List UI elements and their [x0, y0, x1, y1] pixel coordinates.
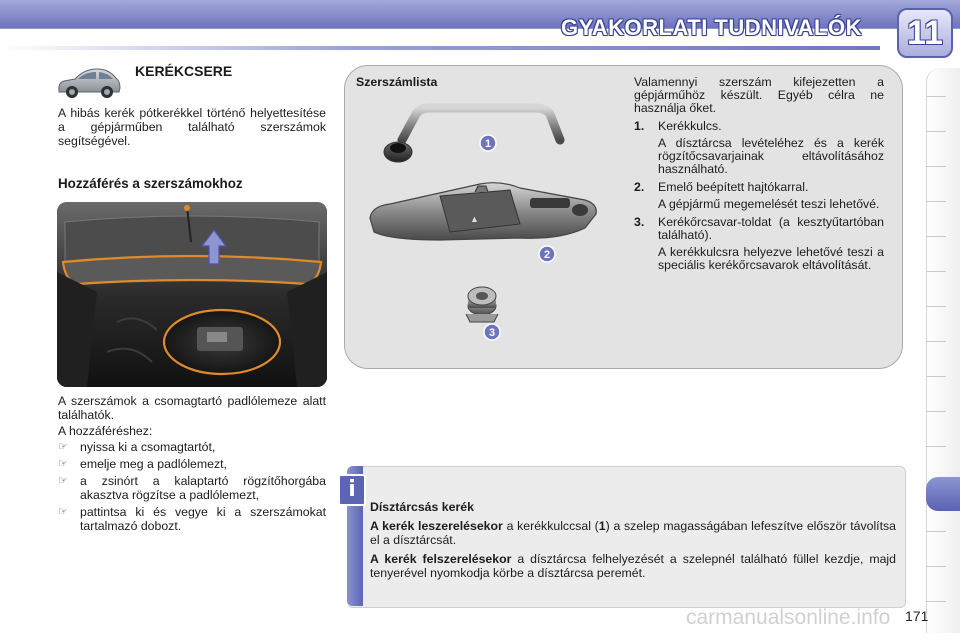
chapter-rail: [926, 68, 960, 633]
rail-divider: [926, 601, 946, 602]
page-number: 171: [905, 608, 929, 624]
access-label: A hozzáféréshez:: [58, 424, 153, 438]
svg-text:▲: ▲: [470, 214, 479, 224]
tool-item-1: [634, 120, 884, 133]
svg-text:1: 1: [484, 138, 492, 150]
rail-divider: [926, 566, 946, 567]
item-name: Kerékőrcsavar-toldat (a kesztyűtartóban található).: [658, 215, 884, 242]
page-header: [0, 0, 960, 52]
item-number: 1.: [634, 119, 645, 133]
info-text: [370, 500, 896, 585]
tool-item-2-description: A gépjármű megemelését teszi lehetővé.: [658, 197, 880, 211]
trunk-photo: [57, 202, 327, 387]
rail-divider: [926, 201, 946, 202]
pointing-hand-icon: ☞: [58, 441, 68, 453]
callout-1: [480, 135, 496, 151]
tool-list-heading: Szerszámlista: [356, 75, 438, 89]
callout-2: [539, 246, 555, 262]
callout-3: [484, 324, 500, 340]
rail-divider: [926, 236, 946, 237]
info-title: Dísztárcsás kerék: [370, 500, 474, 514]
list-item: ☞ emelje meg a padlólemezt,: [58, 457, 227, 471]
chapter-number: 11: [897, 8, 953, 58]
list-item: ☞ pattintsa ki és vegye ki a szerszámokat tartalmazó dobozt.: [58, 505, 326, 533]
rail-divider: [926, 306, 946, 307]
list-item: ☞ nyissa ki a csomagtartót,: [58, 440, 216, 454]
tool-list-text: [634, 76, 884, 277]
access-steps: [58, 440, 326, 536]
info-remove-paragraph: A kerék leszerelésekor a kerékkulccsal (1) a szelep magasságában lefeszítve először távolítsa el a dísztárcsát.: [370, 519, 896, 547]
item-name: Kerékkulcs.: [658, 119, 722, 133]
subsection-title: Hozzáférés a szerszámokhoz: [58, 176, 243, 191]
info-install-paragraph: A kerék felszerelésekor a dísztárcsa felhelyezését a szelepnél található füllel kezdje, majd tenyerével nyomkodja körbe a dísztárcsa peremét.: [370, 552, 896, 580]
header-underline: [0, 46, 880, 50]
list-item: ☞ a zsinórt a kalaptartó rögzítőhorgába akasztva rögzítse a padlólemezt,: [58, 474, 326, 502]
chapter-tab-active[interactable]: [926, 477, 960, 511]
pointing-hand-icon: ☞: [58, 506, 68, 518]
rail-divider: [926, 341, 946, 342]
svg-text:2: 2: [543, 249, 551, 261]
info-icon: i: [338, 474, 366, 506]
wheel-brace-icon: [384, 108, 560, 162]
svg-text:3: 3: [488, 327, 496, 339]
rail-divider: [926, 531, 946, 532]
car-icon: [55, 62, 123, 102]
rail-divider: [926, 96, 946, 97]
socket-adapter-icon: [466, 287, 498, 322]
tool-item-3-description: A kerékkulcsra helyezve lehetővé teszi a speciális kerékőrcsavarok eltávolítását.: [658, 245, 884, 272]
page-title: GYAKORLATI TUDNIVALÓK: [561, 15, 862, 40]
jack-icon: [370, 183, 596, 240]
tool-item-3: [634, 216, 884, 242]
pointing-hand-icon: ☞: [58, 458, 68, 470]
tool-list-intro: Valamennyi szerszám kifejezetten a gépjárműhöz készült. Egyéb célra ne használja őket.: [634, 75, 884, 115]
rail-divider: [926, 446, 946, 447]
item-number: 2.: [634, 180, 645, 194]
rail-divider: [926, 131, 946, 132]
item-name: Emelő beépített hajtókarral.: [658, 180, 809, 194]
section-title: KERÉKCSERE: [135, 63, 233, 79]
pointing-hand-icon: ☞: [58, 475, 68, 487]
rail-divider: [926, 166, 946, 167]
tool-item-2: [634, 181, 884, 194]
intro-text: A hibás kerék pótkerékkel történő helyettesítése a gépjárműben található szerszámok segítségével.: [58, 106, 326, 148]
tool-item-1-description: A dísztárcsa levételéhez és a kerék rögzítőcsavarjainak eltávolításához használható.: [658, 136, 884, 176]
item-number: 3.: [634, 215, 645, 229]
tools-illustration: [360, 100, 615, 362]
location-text: A szerszámok a csomagtartó padlólemeze alatt találhatók.: [58, 394, 326, 422]
rail-divider: [926, 376, 946, 377]
rail-divider: [926, 271, 946, 272]
rail-divider: [926, 411, 946, 412]
watermark: carmanualsonline.info: [686, 606, 891, 629]
